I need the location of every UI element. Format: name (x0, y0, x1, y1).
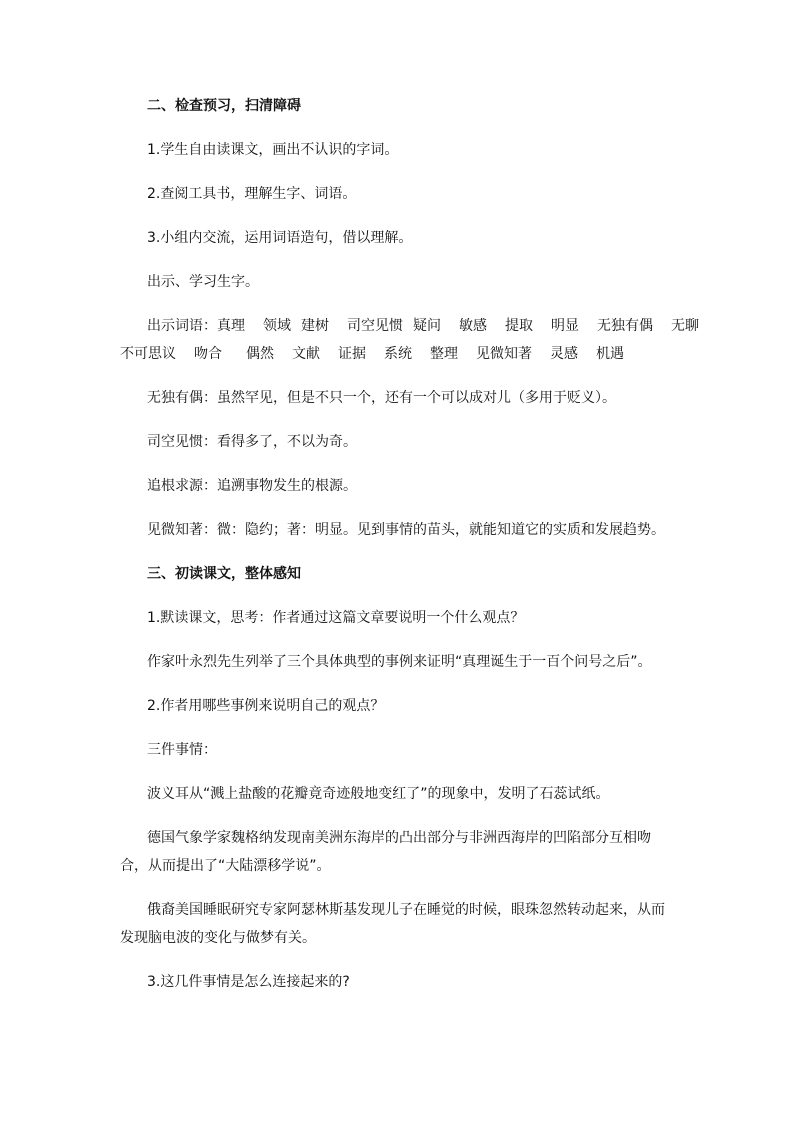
vocab-word: 文献 (292, 346, 320, 362)
vocab-word: 机遇 (596, 346, 624, 362)
vocabulary-line-1 (120, 312, 699, 340)
question-1: 1.默读课文，思考：作者通过这篇文章要说明一个什么观点？ (147, 610, 525, 626)
example-2: 德国气象学家魏格纳发现南美洲东海岸的凸出部分与非洲西海岸的凹陷部分互相吻合，从而提出了“大陆漂移学说”。 (120, 830, 651, 874)
vocab-word: 见微知著 (476, 346, 532, 362)
vocab-word: 真理 (217, 318, 245, 334)
question-2: 2.作者用哪些事例来说明自己的观点？ (147, 698, 385, 714)
vocabulary-list (120, 312, 699, 368)
vocab-word: 领域 (263, 318, 291, 334)
vocab-word: 灵感 (550, 346, 578, 362)
step-1: 1.学生自由读课文，画出不认识的字词。 (147, 142, 399, 158)
answer-1: 作家叶永烈先生列举了三个具体典型的事例来证明“真理诞生于一百个问号之后”。 (147, 654, 652, 670)
vocab-word: 无独有偶 (597, 318, 653, 334)
document-body (120, 92, 699, 1012)
vocab-word: 建树 (301, 318, 329, 334)
three-things-label: 三件事情： (147, 742, 217, 758)
vocab-word: 不可思议 (120, 346, 176, 362)
definition-2: 司空见惯：看得多了，不以为奇。 (147, 434, 357, 450)
vocab-word: 系统 (384, 346, 412, 362)
vocab-word: 敏感 (459, 318, 487, 334)
vocab-word: 疑问 (413, 318, 441, 334)
vocab-word: 证据 (338, 346, 366, 362)
question-3: 3.这几件事情是怎么连接起来的? (147, 974, 350, 990)
example-3: 俄裔美国睡眠研究专家阿瑟林斯基发现儿子在睡觉的时候，眼珠忽然转动起来，从而发现脑电波的变化与做梦有关。 (120, 902, 665, 946)
step-3: 3.小组内交流，运用词语造句，借以理解。 (147, 230, 413, 246)
vocab-word: 吻合 (194, 346, 222, 362)
section-heading-3: 三、初读课文，整体感知 (147, 566, 301, 582)
vocab-word: 司空见惯 (347, 318, 403, 334)
show-new-characters: 出示、学习生字。 (147, 274, 259, 290)
definition-1: 无独有偶：虽然罕见，但是不只一个，还有一个可以成对儿（多用于贬义）。 (147, 390, 616, 406)
vocabulary-line-2 (120, 340, 676, 368)
vocab-word: 明显 (551, 318, 579, 334)
vocab-word: 提取 (505, 318, 533, 334)
vocab-label: 出示词语： (147, 318, 217, 334)
section-heading-2: 二、检查预习，扫清障碍 (147, 98, 301, 114)
definition-3: 追根求源：追溯事物发生的根源。 (147, 478, 357, 494)
example-1: 波义耳从“溅上盐酸的花瓣竟奇迹般地变红了”的现象中，发明了石蕊试纸。 (147, 786, 610, 802)
step-2: 2.查阅工具书，理解生字、词语。 (147, 186, 357, 202)
vocab-word: 整理 (430, 346, 458, 362)
vocab-word: 无聊 (671, 318, 699, 334)
definition-4: 见微知著：微：隐约；著：明显。见到事情的苗头，就能知道它的实质和发展趋势。 (147, 522, 665, 538)
vocab-word: 偶然 (246, 346, 274, 362)
